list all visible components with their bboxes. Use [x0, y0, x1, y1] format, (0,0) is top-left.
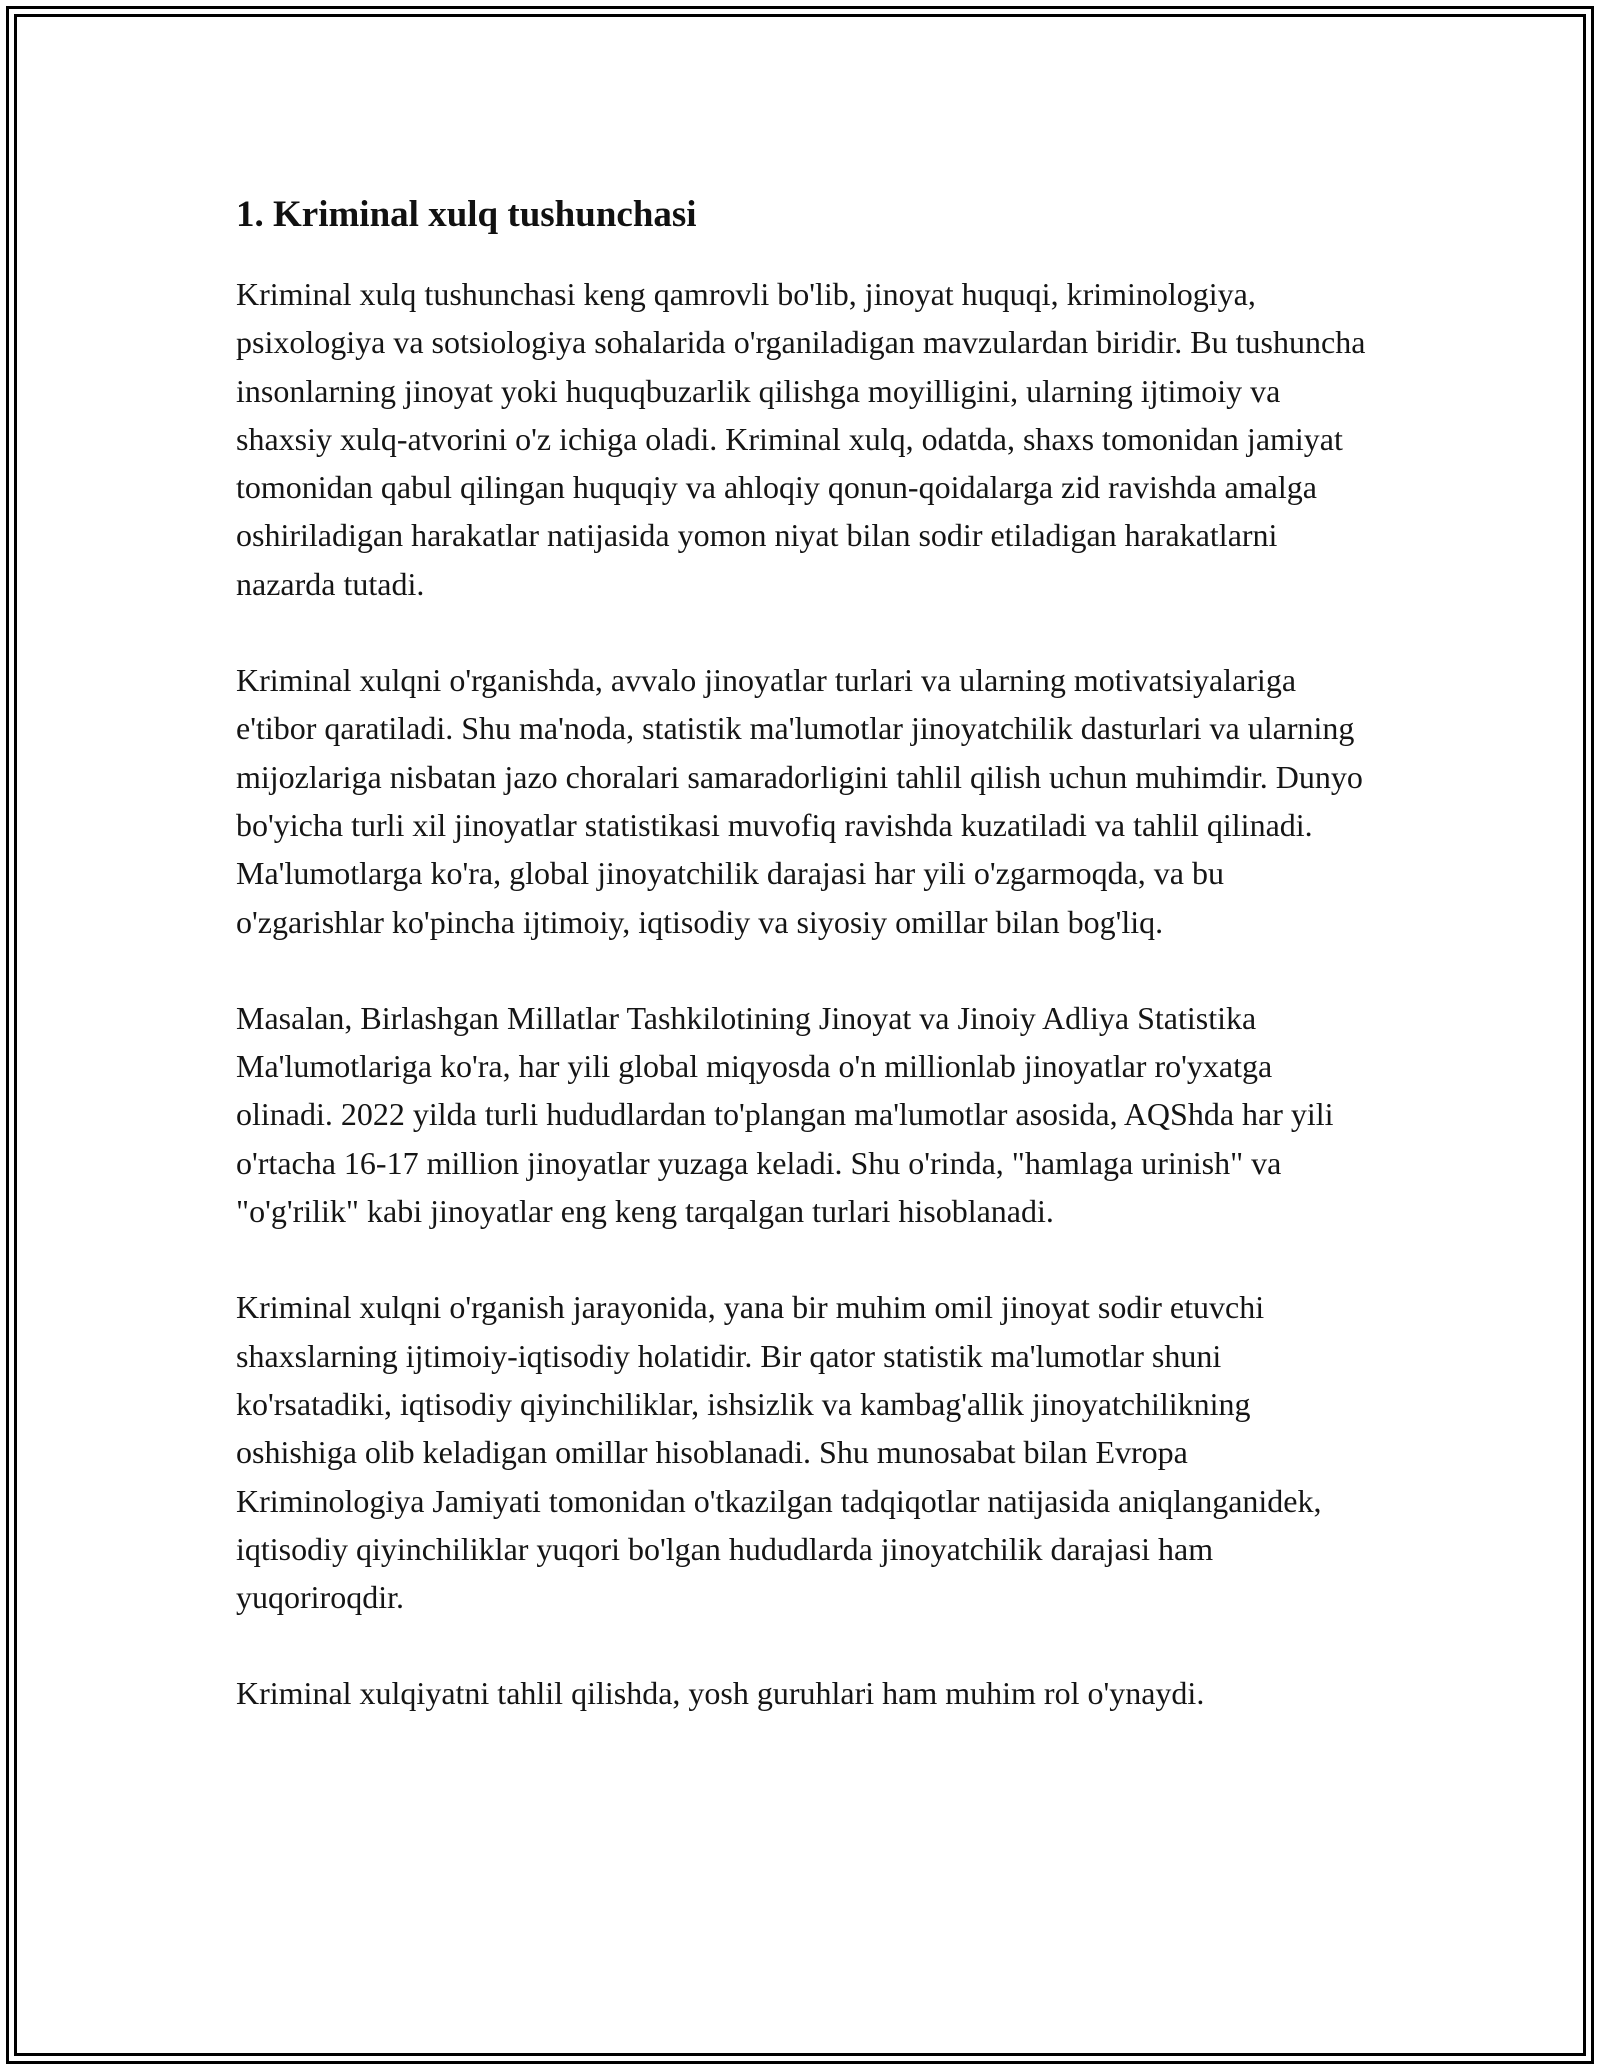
paragraph-5: Kriminal xulqiyatni tahlil qilishda, yosh guruhlari ham muhim rol o'ynaydi.	[236, 1675, 1205, 1712]
paragraph-2: Kriminal xulqni o'rganishda, avvalo jinoyatlar turlari va ularning motivatsiyalariga e'tibor qaratiladi. Shu ma'noda, statistik ma'lumotlar jinoyatchilik dasturlari va ularning mijozlariga nisbatan jazo choralari samaradorligini tahlil qilish uchun muhimdir. Dunyo bo'yicha turli xil jinoyatlar statistikasi muvofiq ravishda kuzatiladi va tahlil qilinadi. Ma'lumotlarga ko'ra, global jinoyatchilik darajasi har yili o'zgarmoqda, va bu o'zgarishlar ko'pincha ijtimoiy, iqtisodiy va siyosiy omillar bilan bog'liq.	[236, 662, 1363, 940]
document-body	[236, 186, 1366, 1766]
paragraph-1: Kriminal xulq tushunchasi keng qamrovli bo'lib, jinoyat huquqi, kriminologiya, psixologiya va sotsiologiya sohalarida o'rganiladigan mavzulardan biridir. Bu tushuncha insonlarning jinoyat yoki huquqbuzarlik qilishga moyilligini, ularning ijtimoiy va shaxsiy xulq-atvorini o'z ichiga oladi. Kriminal xulq, odatda, shaxs tomonidan jamiyat tomonidan qabul qilingan huquqiy va ahloqiy qonun-qoidalarga zid ravishda amalga oshiriladigan harakatlar natijasida yomon niyat bilan sodir etiladigan harakatlarni nazarda tutadi.	[236, 276, 1366, 602]
paragraph-4: Kriminal xulqni o'rganish jarayonida, yana bir muhim omil jinoyat sodir etuvchi shaxslarning ijtimoiy-iqtisodiy holatidir. Bir qator statistik ma'lumotlar shuni ko'rsatadiki, iqtisodiy qiyinchiliklar, ishsizlik va kambag'allik jinoyatchilikning oshishiga olib keladigan omillar hisoblanadi. Shu munosabat bilan Evropa Kriminologiya Jamiyati tomonidan o'tkazilgan tadqiqotlar natijasida aniqlanganidek, iqtisodiy qiyinchiliklar yuqori bo'lgan hududlarda jinoyatchilik darajasi ham yuqoriroqdir.	[236, 1289, 1322, 1616]
paragraph-3: Masalan, Birlashgan Millatlar Tashkilotining Jinoyat va Jinoiy Adliya Statistika Ma'lumotlariga ko'ra, har yili global miqyosda o'n millionlab jinoyatlar ro'yxatga olinadi. 2022 yilda turli hududlardan to'plangan ma'lumotlar asosida, AQShda har yili o'rtacha 16-17 million jinoyatlar yuzaga keladi. Shu o'rinda, "hamlaga urinish" va "o'g'rilik" kabi jinoyatlar eng keng tarqalgan turlari hisoblanadi.	[236, 999, 1334, 1230]
section-heading: 1. Kriminal xulq tushunchasi	[236, 194, 697, 235]
